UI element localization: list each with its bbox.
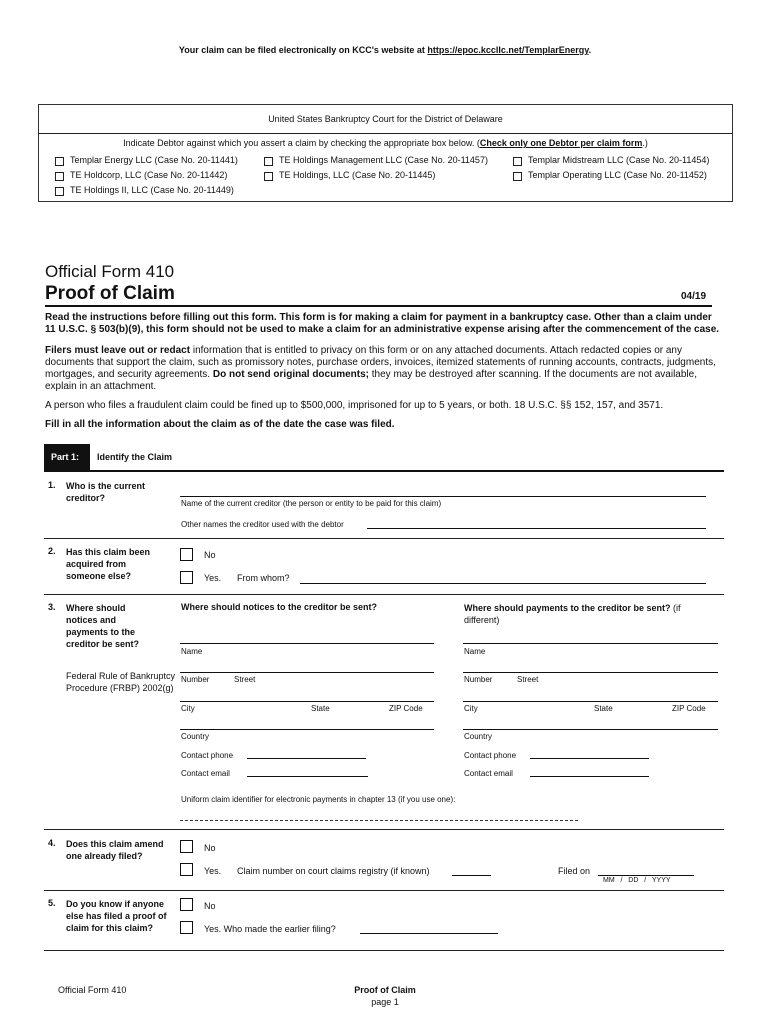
q3-number: 3. [48,602,56,612]
notices-heading: Where should notices to the creditor be sent? [181,602,378,612]
court-divider [38,133,733,134]
originals-text: they may be destroyed after scanning. If the documents are not available, explain in an attachment. [45,369,697,392]
debtor-checkbox-7[interactable] [55,187,64,196]
q5-number: 5. [48,898,56,908]
notices-email-field[interactable] [247,776,368,777]
payments-heading [464,602,714,626]
notices-city-field[interactable] [180,701,434,702]
title-rule [45,305,712,307]
form-title: Proof of Claim [45,283,175,304]
payments-phone-label: Contact phone [464,751,517,760]
debtor-checkbox-2[interactable] [264,157,273,166]
notices-city-label: City [181,704,195,713]
q4-number: 4. [48,838,56,848]
part1-tag: Part 1: [51,452,80,462]
payments-street-label: Street [517,675,539,684]
q5-no-label: No [204,901,216,911]
indicate-debtor-instruction [38,138,733,148]
footer-page-number: page 1 [371,997,399,1007]
q4-no-checkbox[interactable] [180,840,193,853]
payments-zip-label: ZIP Code [672,704,706,713]
instructions-p1: Read the instructions before filling out this form. This form is for making a claim for payment in a bankruptcy case. Other than a claim under 11 U.S.C. § 503(b)(9), this form should not be used to make a claim for an administrative expense arising after the commencement of the case. [45,312,720,335]
payments-number-label: Number [464,675,493,684]
debtor-label-1: Templar Energy LLC (Case No. 20-11441) [70,155,238,165]
payments-city-label: City [464,704,478,713]
notices-name-field[interactable] [180,643,434,644]
part1-title: Identify the Claim [97,452,173,462]
filed-on-date-field[interactable] [598,875,694,876]
q3-divider [44,829,724,830]
notices-name-label: Name [181,647,203,656]
redact-text: information that is entitled to privacy on this form or on any attached documents. Attach redacted copies or any documents that support the claim, such as promissory notes, purchase orders, invoices, itemized statements of running accounts, contracts, judgments, mortgages, and security agreements. [45,345,716,380]
notices-zip-label: ZIP Code [389,704,423,713]
from-whom-field[interactable] [300,583,706,584]
payments-state-label: State [594,704,613,713]
q2-number: 2. [48,546,56,556]
frbp-rule: Federal Rule of Bankruptcy Procedure (FRBP) 2002(g) [66,671,176,693]
other-names-field[interactable] [367,528,706,529]
debtor-checkbox-3[interactable] [513,157,522,166]
e-filing-notice [0,45,770,55]
q4-label: Does this claim amend one already filed? [66,839,164,861]
q5-divider [44,950,724,951]
payments-heading-bold: Where should payments to the creditor be sent? [464,603,671,613]
instructions-p3: A person who files a fraudulent claim could be fined up to $500,000, imprisoned for up to 5 years, or both. 18 U.S.C. §§ 152, 157, and 3571. [45,400,664,411]
indicate-bold: Check only one Debtor per claim form [479,138,643,148]
q4-yes-checkbox[interactable] [180,863,193,876]
originals-bold: Do not send original documents; [212,369,369,380]
debtor-checkbox-6[interactable] [513,172,522,181]
debtor-label-4: TE Holdcorp, LLC (Case No. 20-11442) [70,170,228,180]
date-format-hint: MM / DD / YYYY [603,877,671,884]
q2-label: Has this claim been acquired from someone else? [66,547,151,581]
debtor-checkbox-1[interactable] [55,157,64,166]
notices-email-label: Contact email [181,769,230,778]
form-name: Official Form 410 [45,262,175,281]
notices-phone-field[interactable] [247,758,366,759]
q3-label: Where should notices and payments to the creditor be sent? [66,603,140,649]
notices-country-field[interactable] [180,729,434,730]
redact-bold: Filers must leave out or redact [45,345,191,356]
instructions-p2 [45,345,725,393]
q5-yes-label: Yes. Who made the earlier filing? [204,924,336,934]
debtor-label-2: TE Holdings Management LLC (Case No. 20-11457) [279,155,488,165]
filed-on-label: Filed on [558,866,591,876]
uci-field[interactable] [180,820,578,821]
debtor-label-5: TE Holdings, LLC (Case No. 20-11445) [279,170,436,180]
claim-number-label: Claim number on court claims registry (if known) [237,866,430,876]
part1-rule [44,470,724,472]
q2-no-label: No [204,550,216,560]
payments-country-field[interactable] [463,729,718,730]
court-title: United States Bankruptcy Court for the District of Delaware [268,114,503,124]
payments-name-label: Name [464,647,486,656]
kcc-website-link[interactable]: https://epoc.kccllc.net/TemplarEnergy [427,45,589,55]
payments-street-field[interactable] [463,672,718,673]
notices-country-label: Country [181,732,210,741]
earlier-filer-field[interactable] [360,933,498,934]
creditor-name-caption: Name of the current creditor (the person or entity to be paid for this claim) [181,499,442,508]
creditor-name-field[interactable] [180,496,706,497]
q5-label: Do you know if anyone else has filed a proof of claim for this claim? [66,899,167,933]
q5-no-checkbox[interactable] [180,898,193,911]
other-names-label: Other names the creditor used with the debtor [181,520,344,529]
q1-divider [44,538,724,539]
footer-title: Proof of Claim [354,985,416,995]
uci-label: Uniform claim identifier for electronic payments in chapter 13 (if you use one): [181,795,456,804]
notice-suffix: . [588,45,592,55]
debtor-label-3: Templar Midstream LLC (Case No. 20-11454) [528,155,710,165]
q2-yes-label: Yes. [204,573,222,583]
q2-divider [44,594,724,595]
notice-text: Your claim can be filed electronically on KCC's website at [178,45,428,55]
payments-country-label: Country [464,732,493,741]
q4-yes-label: Yes. [204,866,222,876]
payments-email-label: Contact email [464,769,513,778]
payments-email-field[interactable] [530,776,649,777]
q1-label: Who is the current creditor? [66,481,146,503]
form-version: 04/19 [681,291,707,302]
notices-phone-label: Contact phone [181,751,234,760]
q2-no-checkbox[interactable] [180,548,193,561]
notices-state-label: State [311,704,330,713]
footer-form-name: Official Form 410 [58,985,127,995]
payments-heading-suffix: (if different) [464,603,681,625]
debtor-checkbox-4[interactable] [55,172,64,181]
indicate-suffix: .) [642,138,648,148]
payments-phone-field[interactable] [530,758,649,759]
q1-number: 1. [48,480,56,490]
notices-number-label: Number [181,675,210,684]
notices-street-label: Street [234,675,256,684]
q2-yes-checkbox[interactable] [180,571,193,584]
indicate-text: Indicate Debtor against which you assert a claim by checking the appropriate box below. ( [123,138,480,148]
debtor-label-6: Templar Operating LLC (Case No. 20-11452) [528,170,707,180]
q4-no-label: No [204,843,216,853]
from-whom-label: From whom? [237,573,290,583]
payments-city-field[interactable] [463,701,718,702]
notices-street-field[interactable] [180,672,434,673]
claim-number-field[interactable] [452,875,491,876]
payments-name-field[interactable] [463,643,718,644]
debtor-checkbox-5[interactable] [264,172,273,181]
q4-divider [44,890,724,891]
instructions-p4: Fill in all the information about the claim as of the date the case was filed. [45,419,395,430]
debtor-label-7: TE Holdings II, LLC (Case No. 20-11449) [70,185,234,195]
q5-yes-checkbox[interactable] [180,921,193,934]
